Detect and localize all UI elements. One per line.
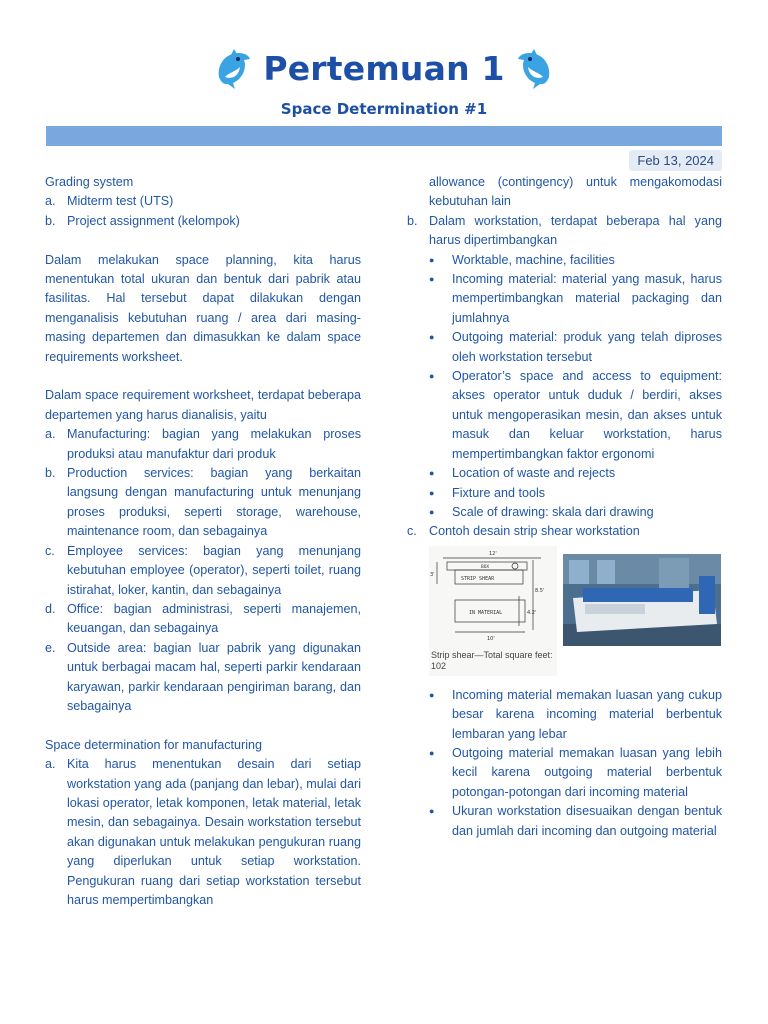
list-item <box>45 425 361 464</box>
bullet-text: Incoming material memakan luasan yang cukup besar karena incoming material berbentuk lembaran yang lebar <box>452 687 722 741</box>
bullet-item <box>407 270 722 328</box>
continuation-text: allowance (contingency) untuk mengakomodasi kebutuhan lain <box>429 175 722 209</box>
bullet-text: Worktable, machine, facilities <box>452 252 615 267</box>
list-item <box>45 212 361 231</box>
list-marker: a. <box>45 427 56 442</box>
list-marker: a. <box>45 757 56 772</box>
list-text: Contoh desain strip shear workstation <box>429 524 640 539</box>
page-title: Pertemuan 1 <box>263 49 505 88</box>
bullet-item <box>407 464 722 483</box>
dim-top: 12' <box>489 550 497 557</box>
bullet-text: Operator’s space and access to equipment: akses operator untuk duduk / berdiri, akses untuk mengoperasikan mesin, dan akses untuk masuk dan keluar workstation, harus mempertimbangkan faktor ergonomi <box>452 369 722 461</box>
dim-right: 8.5' <box>535 587 545 594</box>
list-marker: c. <box>407 524 417 539</box>
machine-label: STRIP SHEAR <box>461 575 495 582</box>
list-item <box>45 600 361 639</box>
bullet-icon: ● <box>429 274 435 285</box>
grading-title: Grading system <box>45 175 134 189</box>
bullet-text: Fixture and tools <box>452 485 546 500</box>
box-label: BOX <box>481 564 490 570</box>
list-marker: d. <box>45 601 56 616</box>
figure-caption: Strip shear—Total square feet: 102 <box>431 649 553 671</box>
paragraph-worksheet: Dalam space requirement worksheet, terdapat beberapa departemen yang harus dianalisis, yaitu <box>45 388 361 422</box>
paragraph-space-planning: Dalam melakukan space planning, kita harus menentukan total ukuran dan bentuk dari pabrik atau fasilitas. Hal tersebut dapat dilakukan dengan menganalisis kebutuhan ruang / area dari masing-masing departemen dan dimasukkan ke dalam space requirements worksheet. <box>45 252 361 364</box>
bullet-item <box>407 328 722 367</box>
list-marker: a. <box>45 194 56 209</box>
bullet-text: Location of waste and rejects <box>452 466 616 481</box>
dolphin-icon-right <box>515 47 555 91</box>
bullet-icon: ● <box>429 332 435 343</box>
left-column <box>45 173 361 910</box>
manufacturing-title: Space determination for manufacturing <box>45 737 263 752</box>
list-marker: e. <box>45 640 56 655</box>
list-text: Project assignment (kelompok) <box>67 213 240 228</box>
figure-group <box>429 546 722 680</box>
page-subtitle: Space Determination #1 <box>280 100 488 118</box>
list-marker: b. <box>45 466 56 481</box>
bullet-icon: ● <box>429 254 435 265</box>
bullet-icon: ● <box>429 806 435 817</box>
list-marker: c. <box>45 543 55 558</box>
list-item <box>407 212 722 251</box>
bullet-icon: ● <box>429 689 435 700</box>
bullet-item <box>407 484 722 503</box>
date-badge: Feb 13, 2024 <box>629 150 722 171</box>
bullet-text: Scale of drawing: skala dari drawing <box>452 504 654 519</box>
dim-left: 3' <box>430 571 435 578</box>
bullet-icon: ● <box>429 506 435 517</box>
bullet-item <box>407 686 722 744</box>
page-header <box>0 44 768 94</box>
list-text: Outside area: bagian luar pabrik yang digunakan untuk berbagai macam hal, seperti parkir kendaraan karyawan, parkir kendaraan pengiriman barang, dan sebagainya <box>67 640 361 713</box>
bullet-text: Incoming material: material yang masuk, harus mempertimbangkan material packaging dan jumlahnya <box>452 272 722 325</box>
strip-shear-drawing <box>429 546 557 676</box>
list-item <box>45 755 361 910</box>
bullet-item <box>407 802 722 841</box>
bullet-item <box>407 251 722 270</box>
list-text: Manufacturing: bagian yang melakukan proses produksi atau manufaktur dari produk <box>67 427 361 461</box>
list-text: Midterm test (UTS) <box>67 194 174 209</box>
list-item <box>45 542 361 600</box>
list-text: Production services: bagian yang berkaitan langsung dengan manufacturing untuk menunjang proses produksi, seperti storage, warehouse, maintenance room, dan sebagainya <box>67 466 361 539</box>
workstation-drawing <box>429 546 557 650</box>
bullet-icon: ● <box>429 487 435 498</box>
list-marker: b. <box>407 213 418 228</box>
dim-bottom: 10' <box>487 635 495 642</box>
list-item <box>45 639 361 717</box>
bullet-icon: ● <box>429 747 435 758</box>
list-item <box>407 522 722 541</box>
list-item <box>45 464 361 542</box>
bullet-item <box>407 367 722 464</box>
machine-photo <box>563 554 721 646</box>
list-text: Employee services: bagian yang menunjang kebutuhan employee (operator), seperti toilet, ruang istirahat, loker, kantin, dan sebagainya <box>67 543 361 597</box>
bullet-item <box>407 503 722 522</box>
bullet-text: Outgoing material memakan luasan yang lebih kecil karena outgoing material berbentuk potongan-potongan dari incoming material <box>452 745 722 799</box>
list-text: Kita harus menentukan desain dari setiap workstation yang ada (panjang dan lebar), mulai dari lokasi operator, letak komponen, letak material, letak mesin, dan sebagainya. Desain workstation tersebut akan digunakan untuk melakukan pengukuran ruang yang diperlukan untuk setiap workstation. Pengukuran ruang dari setiap workstation tersebut harus mempertimbangkan <box>67 757 361 907</box>
bullet-icon: ● <box>429 468 435 479</box>
material-label: IN MATERIAL <box>469 609 503 616</box>
bullet-icon: ● <box>429 371 435 382</box>
list-marker: b. <box>45 213 56 228</box>
list-item <box>45 192 361 211</box>
bullet-text: Outgoing material: produk yang telah diproses oleh workstation tersebut <box>452 330 722 364</box>
dim-mid: 4.2' <box>527 609 537 616</box>
right-column <box>407 173 722 841</box>
dolphin-icon <box>213 47 253 91</box>
list-text: Dalam workstation, terdapat beberapa hal yang harus dipertimbangkan <box>429 213 722 248</box>
bullet-text: Ukuran workstation disesuaikan dengan bentuk dan jumlah dari incoming dan outgoing material <box>452 804 722 838</box>
header-bar <box>46 126 722 146</box>
bullet-item <box>407 744 722 802</box>
list-text: Office: bagian administrasi, seperti manajemen, keuangan, dan sebagainya <box>67 601 361 636</box>
